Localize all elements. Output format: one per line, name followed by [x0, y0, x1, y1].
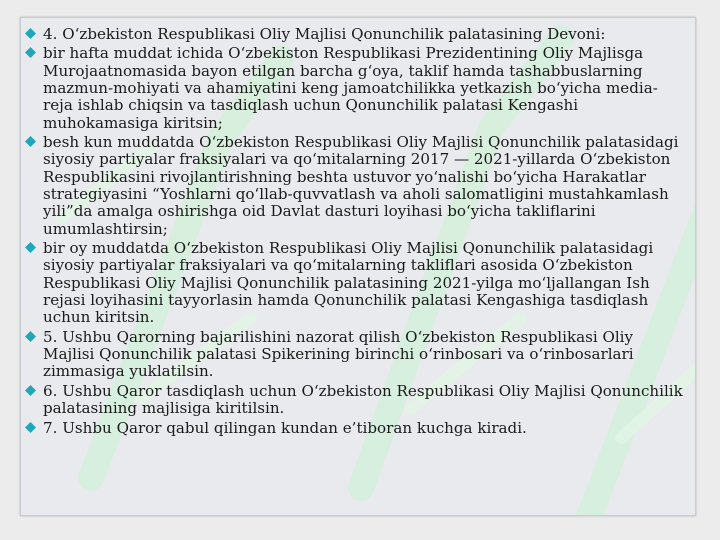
diamond-bullet-icon: [25, 242, 36, 253]
list-item: [21, 134, 695, 238]
list-item-text: 5. Ushbu Qarorning bajarilishini nazorat qilish O‘zbekiston Respublikasi Oliy Majlisi Qonunchilik palatasi Spikerining birinchi o‘rinbosari va o‘rinbosarlari zimmasiga yuklatilsin.: [43, 327, 634, 381]
diamond-bullet-icon: [25, 422, 36, 433]
list-item: [21, 45, 695, 131]
list-item-text: bir hafta muddat ichida O‘zbekiston Respublikasi Prezidentining Oliy Majlisga Murojaatnomasida bayon etilgan barcha g‘oya, taklif hamda tashabbuslarning mazmun-mohiyati va ahamiyatini keng jamoatchilikka yetkazish bo‘yicha media-reja ishlab chiqsin va tasdiqlash uchun Qonunchilik palatasi Kengashi muhokamasiga kiritsin;: [43, 44, 658, 132]
slide-frame: [20, 17, 696, 516]
diamond-bullet-icon: [25, 136, 36, 147]
list-item: [21, 240, 695, 326]
list-item-text: besh kun muddatda O‘zbekiston Respublikasi Oliy Majlisi Qonunchilik palatasidagi siyosiy partiyalar fraksiyalari va qo‘mitalarning 2017 — 2021-yillarda O‘zbekiston Respublikasini rivojlantirishning beshta ustuvor yo‘nalishi bo‘yicha Harakatlar strategiyasini “Yoshlarni qo‘llab-quvvatlash va aholi salomatligini mustahkamlash yili”da amalga oshirishga oid Davlat dasturi loyihasi bo‘yicha takliflarini umumlashtirsin;: [43, 133, 679, 238]
diamond-bullet-icon: [25, 47, 36, 58]
diamond-bullet-icon: [25, 28, 36, 39]
list-item-text: 6. Ushbu Qaror tasdiqlash uchun O‘zbekiston Respublikasi Oliy Majlisi Qonunchilik palatasining majlisiga kiritilsin.: [43, 381, 683, 418]
list-item: [21, 18, 695, 43]
diamond-bullet-icon: [25, 385, 36, 396]
list-item-text: 7. Ushbu Qaror qabul qilingan kundan e’tiboran kuchga kiradi.: [43, 418, 527, 437]
list-item-text: bir oy muddatda O‘zbekiston Respublikasi Oliy Majlisi Qonunchilik palatasidagi siyosiy partiyalar fraksiyalari va qo‘mitalarning takliflari asosida O‘zbekiston Respublikasi Oliy Majlisi Qonunchilik palatasining 2021-yilga mo‘ljallangan Ish rejasi loyihasini tayyorlasin hamda Qonunchilik palatasi Kengashiga tasdiqlash uchun kiritsin.: [43, 239, 654, 327]
list-item: [21, 329, 695, 381]
diamond-bullet-icon: [25, 331, 36, 342]
bullet-list: [21, 18, 695, 439]
list-item: [21, 383, 695, 418]
list-item: [21, 420, 695, 437]
list-item-text: 4. O‘zbekiston Respublikasi Oliy Majlisi Qonunchilik palatasining Devoni:: [43, 25, 606, 43]
